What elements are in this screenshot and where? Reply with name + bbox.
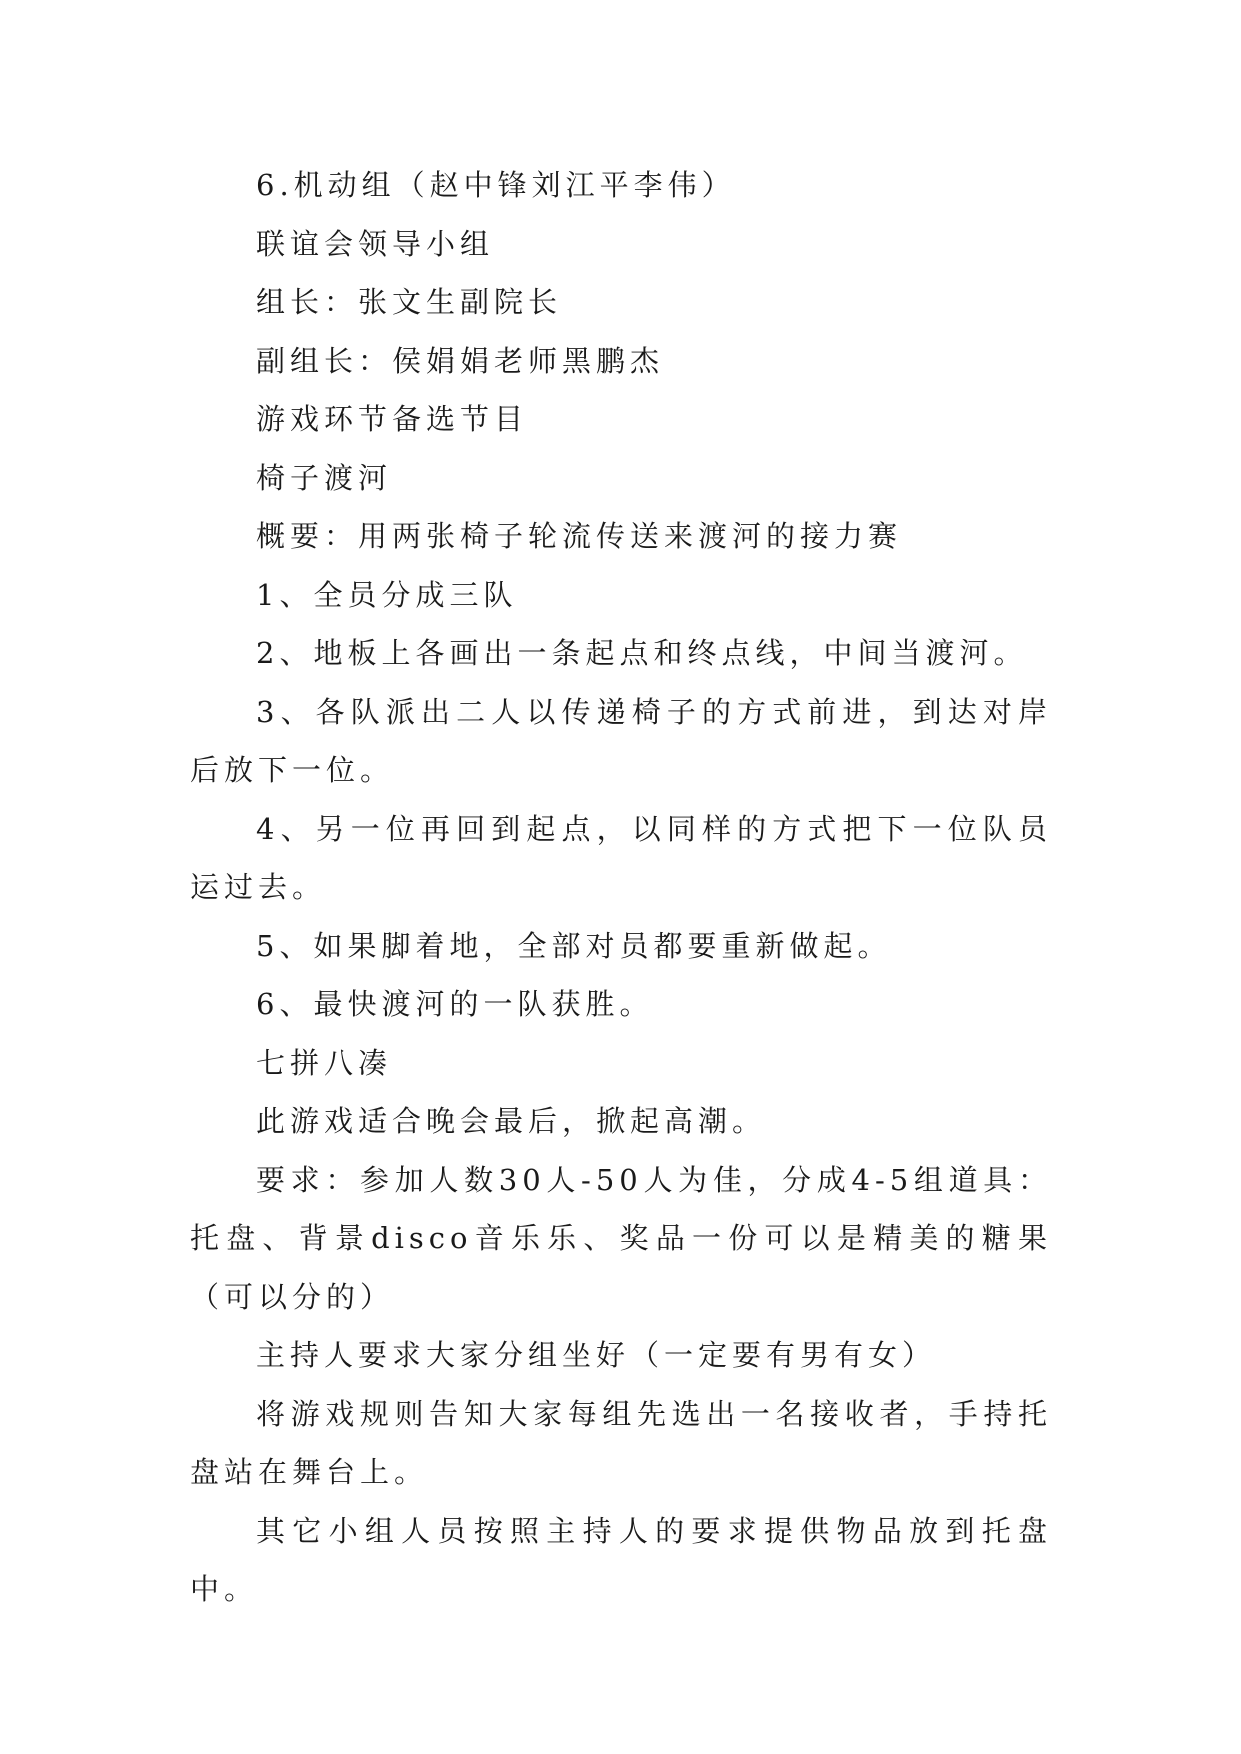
paragraph-games-heading: 游戏环节备选节目 [256, 402, 529, 436]
paragraph-rule-3: 3、各队派出二人以传递椅子的方式前进，到达对岸后放下一位。 [190, 694, 1052, 787]
paragraph-deputy-leader: 副组长：侯娟娟老师黑鹏杰 [256, 343, 665, 378]
paragraph-rule-1: 1、全员分成三队 [256, 577, 518, 612]
paragraph-host-grouping: 主持人要求大家分组坐好（一定要有男有女） [256, 1338, 937, 1372]
paragraph-rule-5: 5、如果脚着地，全部对员都要重新做起。 [256, 928, 892, 963]
paragraph-leadership-heading: 联谊会领导小组 [256, 226, 495, 261]
paragraph-game-title-chairs: 椅子渡河 [256, 460, 393, 495]
paragraph-mobile-team: 6.机动组（赵中锋刘江平李伟） [256, 168, 736, 202]
paragraph-game-summary: 概要：用两张椅子轮流传送来渡河的接力赛 [256, 519, 903, 553]
paragraph-rule-6: 6、最快渡河的一队获胜。 [256, 987, 654, 1021]
paragraph-rules-explained: 将游戏规则告知大家每组先选出一名接收者，手持托盘站在舞台上。 [190, 1396, 1052, 1489]
paragraph-game-title-patchwork: 七拼八凑 [256, 1045, 393, 1080]
document-body [190, 156, 1052, 1619]
paragraph-rule-4: 4、另一位再回到起点，以同样的方式把下一位队员运过去。 [190, 811, 1052, 904]
paragraph-rule-2: 2、地板上各画出一条起点和终点线，中间当渡河。 [256, 636, 1028, 670]
paragraph-game-intro: 此游戏适合晚会最后，掀起高潮。 [256, 1104, 767, 1138]
paragraph-requirements: 要求：参加人数30人-50人为佳，分成4-5组道具：托盘、背景disco音乐乐、奖品一份可以是精美的糖果（可以分的） [190, 1162, 1052, 1314]
paragraph-provide-items: 其它小组人员按照主持人的要求提供物品放到托盘中。 [190, 1513, 1052, 1606]
paragraph-team-leader: 组长：张文生副院长 [256, 285, 563, 319]
